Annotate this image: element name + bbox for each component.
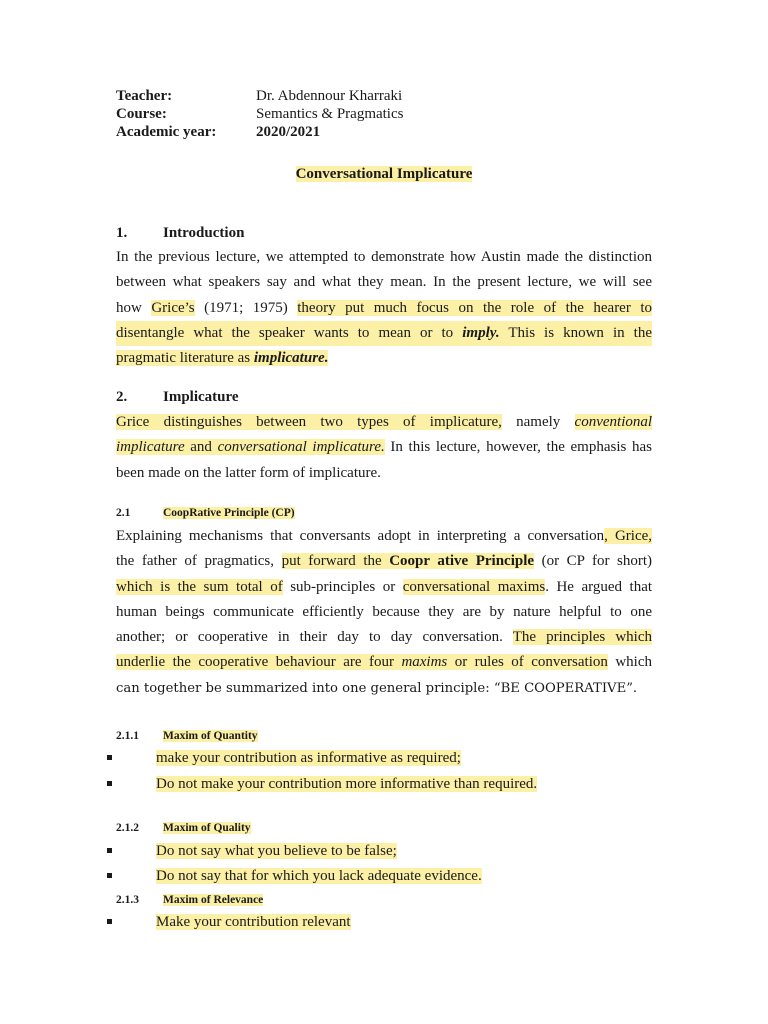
academic-year-value: 2020/2021	[256, 124, 321, 140]
bullet-icon	[107, 873, 112, 878]
paragraph-line	[116, 524, 652, 549]
list-item-text: Do not say that for which you lack adequate evidence.	[156, 868, 482, 884]
text-run: namely	[516, 414, 561, 430]
paragraph-line	[116, 321, 652, 346]
section-2-1-heading	[116, 507, 295, 519]
text-run: (1971; 1975)	[204, 299, 288, 316]
text-run: pragmatic literature as	[116, 350, 251, 367]
emphasis-text: implicature.	[253, 350, 329, 367]
paragraph-line	[116, 346, 652, 371]
emphasis-text: imply.	[462, 324, 500, 341]
highlighted-text: Grice’s	[151, 299, 195, 316]
list-item	[107, 776, 537, 793]
list-item-text: make your contribution as informative as required;	[156, 750, 461, 766]
paragraph-line: human beings communicate efficiently because they are by nature helpful to one	[116, 603, 652, 620]
maxim-number: 2.1.2	[116, 822, 139, 834]
document-title	[0, 166, 768, 183]
text-run: and	[190, 439, 212, 456]
list-item-text: Do not say what you believe to be false;	[156, 843, 397, 859]
paragraph-line: In the previous lecture, we attempted to demonstrate how Austin made the distinction	[116, 249, 652, 265]
section-2-number: 2.	[116, 389, 128, 405]
paragraph-line	[116, 549, 652, 574]
maxim-title: Maxim of Relevance	[163, 894, 264, 906]
paragraph-line	[116, 575, 652, 600]
teacher-label: Teacher:	[116, 88, 173, 104]
text-run: . He argued that	[545, 578, 653, 595]
highlighted-text: put forward the	[281, 553, 382, 570]
paragraph-line: between what speakers say and what they mean. In the present lecture, we will see	[116, 274, 652, 291]
italic-text: maxims	[401, 654, 448, 671]
list-item	[107, 868, 482, 885]
maxim-quality-heading	[116, 822, 251, 834]
maxim-number: 2.1.1	[116, 730, 139, 742]
text-run: Explaining mechanisms that conversants adopt in interpreting a conversation	[116, 528, 605, 544]
section-2-title: Implicature	[163, 389, 239, 405]
highlighted-text: or rules of conversation	[454, 654, 608, 671]
section-2-1-number: 2.1	[116, 507, 131, 519]
paragraph-line	[116, 625, 652, 650]
academic-year-label: Academic year:	[116, 124, 217, 140]
list-item-text: Make your contribution relevant	[156, 914, 351, 930]
section-2-1-paragraph	[116, 524, 652, 701]
section-2-paragraph	[116, 410, 652, 486]
italic-text: implicature	[116, 439, 185, 456]
highlighted-text: which is the sum total of	[116, 578, 283, 595]
section-1-number: 1.	[116, 225, 128, 241]
paragraph-line: been made on the latter form of implicature.	[116, 464, 381, 481]
list-item	[107, 914, 351, 931]
course-value: Semantics & Pragmatics	[256, 106, 404, 122]
text-run: the father of pragmatics,	[116, 553, 275, 570]
text-run: disentangle what the speaker wants to mean or to	[116, 324, 454, 341]
section-1-title: Introduction	[163, 225, 245, 241]
highlighted-text: conventional	[574, 414, 653, 430]
maxim-title: Maxim of Quality	[163, 822, 251, 834]
bullet-icon	[107, 755, 112, 760]
section-2-heading	[116, 389, 239, 406]
maxim-quantity-heading	[116, 730, 258, 742]
maxim-title: Maxim of Quantity	[163, 730, 258, 742]
bullet-icon	[107, 919, 112, 924]
highlighted-text: , Grice,	[604, 528, 653, 544]
bold-text: Coopr ative Principle	[389, 553, 535, 570]
highlighted-text: theory put much focus on the role of the hearer to	[297, 299, 652, 316]
text-run: another; or cooperative in their day to day conversation.	[116, 629, 503, 646]
maxim-relevance-heading	[116, 894, 263, 906]
text-run: how	[116, 299, 142, 316]
section-2-1-title: CoopRative Principle (CP)	[163, 507, 295, 519]
section-1-heading	[116, 225, 244, 242]
text-run: (or CP for short)	[541, 553, 653, 570]
text-run: In this lecture, however, the emphasis has	[390, 439, 652, 456]
list-item-text: Do not make your contribution more informative than required.	[156, 776, 538, 792]
highlighted-text: underlie the cooperative behaviour are four	[116, 654, 394, 671]
list-item	[107, 843, 397, 860]
italic-text: conversational implicature.	[217, 439, 385, 456]
text-run: sub-principles or	[290, 578, 396, 595]
highlighted-text: conversational maxims	[402, 578, 546, 595]
bullet-icon	[107, 781, 112, 786]
paragraph-line	[116, 650, 652, 675]
course-label: Course:	[116, 106, 167, 122]
bullet-icon	[107, 848, 112, 853]
section-1-paragraph	[116, 245, 652, 371]
paragraph-line	[116, 296, 652, 321]
text-run: which	[615, 654, 652, 671]
paragraph-line	[116, 435, 652, 460]
paragraph-line: can together be summarized into one general principle: “BE COOPERATIVE”.	[116, 680, 638, 696]
list-item	[107, 750, 461, 767]
highlighted-text: Grice distinguishes between two types of implicature,	[116, 414, 502, 430]
paragraph-line	[116, 410, 652, 435]
teacher-value: Dr. Abdennour Kharraki	[256, 88, 403, 104]
highlighted-text: The principles which	[512, 629, 652, 646]
text-run: This is known in the	[508, 324, 652, 341]
document-title-text: Conversational Implicature	[295, 166, 473, 182]
maxim-number: 2.1.3	[116, 894, 139, 906]
